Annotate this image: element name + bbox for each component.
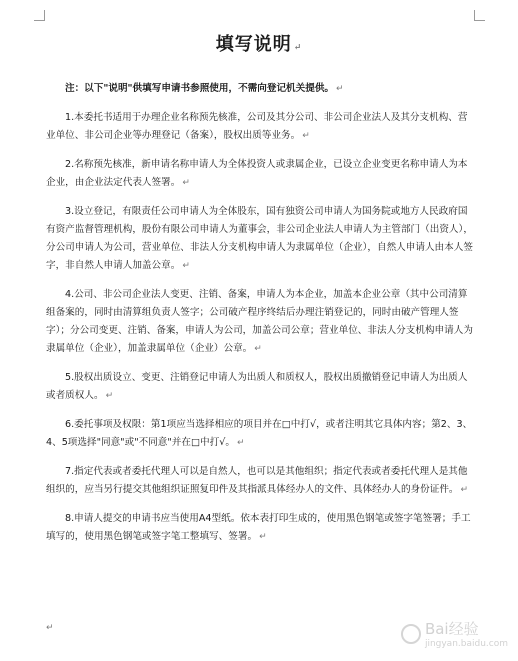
page-corner-mark-left (34, 10, 45, 21)
page-corner-mark-right (474, 10, 485, 21)
paw-icon (401, 624, 421, 644)
paragraph-mark: ↵ (302, 131, 310, 141)
document-body (46, 80, 474, 557)
paragraph-mark: ↵ (182, 261, 190, 271)
instruction-item-3 (46, 203, 474, 275)
paragraph-mark: ↵ (293, 43, 303, 53)
paragraph-mark: ↵ (259, 532, 267, 542)
paragraph-mark: ↵ (236, 438, 245, 448)
instruction-item-7 (46, 463, 474, 499)
instruction-item-1 (46, 109, 474, 145)
baidu-jingyan-watermark (401, 618, 508, 649)
title-text: 填写说明 (215, 34, 292, 55)
page-title (0, 30, 518, 56)
paragraph-mark: ↵ (105, 391, 114, 401)
end-paragraph-mark: ↵ (46, 623, 54, 633)
instruction-text: 1.本委托书适用于办理企业名称预先核准，公司及其分公司、非公司企业法人及其分支机构、营业单位、非公司企业等办理登记（备案），股权出质等业务。 (46, 112, 468, 141)
instruction-text: 8.申请人提交的申请书应当使用A4型纸。依本表打印生成的，使用黑色钢笔或签字笔签署；手工填写的，使用黑色钢笔或签字笔工整填写、签署。 (46, 513, 471, 542)
paragraph-mark: ↵ (460, 485, 469, 495)
instruction-text: 4.公司、非公司企业法人变更、注销、备案，申请人为本企业，加盖本企业公章（其中公司清算组备案的，同时由清算组负责人签字；公司破产程序终结后办理注销登记的，同时由破产管理人签字）；分公司变更、注销、备案，申请人为公司，加盖公司公章；营业单位、非法人分支机构申请人为隶属单位（企业），加盖隶属单位（企业）公章。 (46, 289, 473, 354)
instruction-text: 3.设立登记，有限责任公司申请人为全体股东，国有独资公司申请人为国务院或地方人民政府国有资产监督管理机构，股份有限公司申请人为董事会，非公司企业法人申请人为主管部门（出资人），分公司申请人为公司，营业单位、非法人分支机构申请人为隶属单位（企业），自然人申请人由本人签字，非自然人申请人加盖公章。 (46, 206, 473, 271)
paragraph-mark: ↵ (182, 178, 190, 188)
instruction-text: 5.股权出质设立、变更、注销登记申请人为出质人和质权人，股权出质撤销登记申请人为出质人或者质权人。 (46, 372, 468, 401)
instruction-text: 2.名称预先核准，新申请名称申请人为全体投资人或隶属企业，已设立企业变更名称申请人为本企业，由企业法定代表人签署。 (46, 159, 468, 188)
instruction-item-2 (46, 156, 474, 192)
instruction-item-8 (46, 510, 474, 546)
watermark-brand: Bai经验 (424, 620, 479, 638)
watermark-url: jingyan.baidu.com (424, 639, 508, 649)
watermark-text (425, 618, 508, 649)
paragraph-mark: ↵ (336, 84, 344, 94)
instruction-item-6 (46, 416, 474, 452)
note-paragraph (46, 80, 474, 98)
instruction-item-4 (46, 286, 474, 358)
instruction-text: 6.委托事项及权限：第1项应当选择相应的项目并在□中打√，或者注明其它具体内容；第2、3、4、5项选择"同意"或"不同意"并在□中打√。 (46, 419, 473, 448)
instruction-item-5 (46, 369, 474, 405)
paragraph-mark: ↵ (254, 344, 262, 354)
instruction-text: 7.指定代表或者委托代理人可以是自然人，也可以是其他组织；指定代表或者委托代理人是其他组织的，应当另行提交其他组织证照复印件及其指派具体经办人的文件、具体经办人的身份证件。 (46, 466, 468, 495)
note-text: 注：以下"说明"供填写申请书参照使用，不需向登记机关提供。 (65, 83, 335, 94)
